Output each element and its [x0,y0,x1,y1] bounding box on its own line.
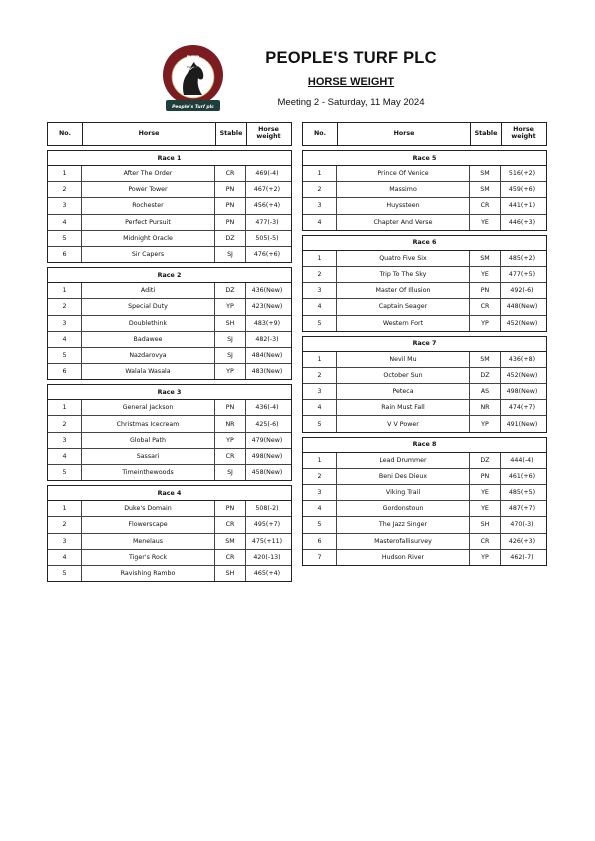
horse-name: Ravishing Rambo [82,566,215,581]
horse-name: General Jackson [82,400,215,415]
horse-weight: 444(-4) [510,456,534,464]
horse-name: Rochester [82,198,215,213]
stable-code: SH [470,517,501,532]
horse-name: Christmas Icecream [82,416,215,431]
stable-code: DZ [470,453,501,468]
horse-name: Doublethink [82,316,215,331]
table-row [48,231,291,247]
stable-code: DZ [470,368,501,383]
table-row [48,166,291,182]
row-number: 2 [48,416,82,431]
table-row [48,534,291,550]
horse-name: Special Duty [82,299,215,314]
race-title: Race 4 [48,486,291,501]
row-number: 5 [48,348,82,363]
row-number: 4 [303,400,337,415]
stable-code: PN [470,469,501,484]
horse-weight: 495(+7) [253,521,281,529]
horse-weight: 441(+1) [508,202,536,210]
row-number: 2 [303,267,337,282]
table-row [48,364,291,379]
row-number: 3 [48,534,82,549]
row-number: 1 [303,352,337,367]
horse-name: Power Tower [82,182,215,197]
row-number: 1 [48,283,82,298]
horse-weight: 458(New) [251,469,283,477]
table-row [48,465,291,480]
table-row [48,283,291,299]
horse-weight: 491(New) [506,420,538,428]
row-number: 6 [303,534,337,549]
header-horse: Horse [83,123,216,145]
table-row [303,316,546,331]
horse-name: Sassari [82,449,215,464]
row-number: 1 [48,166,82,181]
header-no: No. [48,123,83,145]
stable-code: NR [470,400,501,415]
stable-code: YP [470,316,501,331]
row-number: 4 [303,299,337,314]
stable-code: YE [470,267,501,282]
horse-name: Timeinthewoods [82,465,215,480]
horse-weight: 461(+6) [508,472,536,480]
table-row [303,182,546,198]
horse-weight: 484(New) [251,351,283,359]
row-number: 4 [48,449,82,464]
horse-weight: 426(+3) [508,537,536,545]
table-row [303,166,546,182]
horse-weight: 465(+4) [253,570,281,578]
race-title: Race 3 [48,385,291,400]
row-number: 6 [48,364,82,379]
stable-code: YP [470,416,501,431]
stable-code: NR [215,416,246,431]
horse-weight: 477(+5) [508,271,536,279]
horse-weight: 483(+9) [253,319,281,327]
table-row [48,299,291,315]
stable-code: YE [470,485,501,500]
horse-name: Peteca [337,384,470,399]
table-row [48,566,291,581]
horse-name: Captain Seager [337,299,470,314]
horse-weight: 505(-5) [255,234,279,242]
horse-weight: 482(-3) [255,335,279,343]
horse-name: Nazdarovya [82,348,215,363]
race-block [47,384,292,481]
stable-code: CR [215,517,246,532]
stable-code: SM [470,251,501,266]
horse-name: Duke's Domain [82,501,215,516]
horse-weight: 459(+6) [508,186,536,194]
horse-name: The Jazz Singer [337,517,470,532]
horse-name: Gordonstoun [337,501,470,516]
horse-weight: 487(+7) [508,505,536,513]
horse-weight: 476(+6) [253,251,281,259]
table-row [303,384,546,400]
horse-name: Menelaus [82,534,215,549]
stable-code: YP [215,433,246,448]
stable-code: PN [215,198,246,213]
horse-weight: 425(-6) [255,420,279,428]
page-title: PEOPLE'S TURF PLC [265,49,437,67]
horse-weight: 420(-13) [253,553,281,561]
horse-name: Rain Must Fall [337,400,470,415]
row-number: 4 [303,215,337,230]
table-header-right [302,122,547,146]
horse-weight: 483(New) [251,368,283,376]
table-row [48,215,291,231]
stable-code: SM [215,534,246,549]
row-number: 5 [48,465,82,480]
horse-weight: 436(New) [251,287,283,295]
stable-code: YP [470,550,501,565]
horse-name: V V Power [337,416,470,431]
stable-code: CR [215,550,246,565]
right-race-list [302,150,547,566]
stable-code: SJ [215,465,246,480]
header-weight: Horse weight [511,126,536,140]
header-stable: Stable [471,123,502,145]
logo-ptp-text: PTP [186,55,200,62]
horse-name: Beni Des Dieux [337,469,470,484]
table-row [303,416,546,431]
horse-weight: 452(New) [506,371,538,379]
table-row [303,485,546,501]
table-row [48,182,291,198]
stable-code: SJ [215,332,246,347]
table-row [303,198,546,214]
table-row [303,453,546,469]
stable-code: SH [215,316,246,331]
stable-code: DZ [215,231,246,246]
horse-weight: 452(New) [506,319,538,327]
horse-weight: 436(-4) [255,404,279,412]
stable-code: SM [470,166,501,181]
table-row [48,400,291,416]
stable-code: YE [470,215,501,230]
row-number: 5 [48,231,82,246]
page-subtitle: HORSE WEIGHT [307,76,395,88]
horse-name: Lead Drummer [337,453,470,468]
race-block [47,267,292,380]
row-number: 6 [48,247,82,262]
row-number: 3 [48,198,82,213]
table-row [48,198,291,214]
row-number: 2 [48,299,82,314]
table-row [48,501,291,517]
row-number: 2 [303,368,337,383]
horse-weight: 475(+11) [251,537,283,545]
race-title: Race 1 [48,151,291,166]
row-number: 7 [303,550,337,565]
table-row [303,352,546,368]
row-number: 3 [48,316,82,331]
horse-weight: 474(+7) [508,404,536,412]
row-number: 1 [48,400,82,415]
horse-weight: 456(+4) [253,202,281,210]
horse-name: October Sun [337,368,470,383]
row-number: 2 [303,182,337,197]
horse-name: Huyssteen [337,198,470,213]
row-number: 5 [303,517,337,532]
horse-name: Trip To The Sky [337,267,470,282]
left-race-list [47,150,292,582]
ptp-logo [160,43,226,115]
table-row [303,368,546,384]
stable-code: CR [215,166,246,181]
row-number: 3 [303,198,337,213]
table-row [48,517,291,533]
race-block [302,437,547,566]
right-column [302,122,547,566]
table-row [48,332,291,348]
stable-code: SM [470,182,501,197]
table-row [48,247,291,262]
table-row [303,550,546,565]
row-number: 4 [48,550,82,565]
stable-code: SJ [215,247,246,262]
table-row [303,267,546,283]
horse-weight: 492(-6) [510,287,534,295]
table-row [48,316,291,332]
row-number: 1 [303,453,337,468]
stable-code: CR [470,198,501,213]
meeting-info: Meeting 2 - Saturday, 11 May 2024 [277,97,425,108]
table-row [48,433,291,449]
row-number: 4 [303,501,337,516]
horse-name: Nevil Mu [337,352,470,367]
race-block [302,235,547,332]
row-number: 2 [48,517,82,532]
horse-weight: 423(New) [251,303,283,311]
horse-name: Aditi [82,283,215,298]
row-number: 2 [48,182,82,197]
race-title: Race 5 [303,151,546,166]
horse-weight: 467(+2) [253,186,281,194]
row-number: 1 [48,501,82,516]
table-header-left [47,122,292,146]
race-block [302,336,547,433]
stable-code: PN [470,283,501,298]
table-row [48,416,291,432]
horse-name: Flowerscape [82,517,215,532]
horse-weight: 448(New) [506,303,538,311]
horse-weight: 479(New) [251,436,283,444]
table-row [303,251,546,267]
row-number: 4 [48,215,82,230]
horse-name: Badawee [82,332,215,347]
horse-name: Masterofallisurvey [337,534,470,549]
horse-name: Sir Capers [82,247,215,262]
horse-weight: 469(-4) [255,170,279,178]
race-block [47,485,292,582]
stable-code: CR [215,449,246,464]
horse-weight: 498(New) [506,388,538,396]
table-row [303,299,546,315]
row-number: 2 [303,469,337,484]
stable-code: AS [470,384,501,399]
race-title: Race 6 [303,236,546,251]
row-number: 3 [303,485,337,500]
stable-code: PN [215,182,246,197]
stable-code: YP [215,364,246,379]
row-number: 1 [303,251,337,266]
table-row [48,348,291,364]
logo-banner-text: People's Turf plc [172,105,214,110]
horse-name: Prince Of Venice [337,166,470,181]
row-number: 3 [303,283,337,298]
horse-weight: 446(+3) [508,218,536,226]
horse-name: Chapter And Verse [337,215,470,230]
row-number: 1 [303,166,337,181]
horse-weight: 498(New) [251,452,283,460]
table-row [303,534,546,550]
horse-name: Western Fort [337,316,470,331]
table-row [303,400,546,416]
horse-name: Walala Wasala [82,364,215,379]
stable-code: CR [470,299,501,314]
race-block [302,150,547,231]
horse-weight: 516(+2) [508,170,536,178]
race-title: Race 8 [303,438,546,453]
header-no: No. [303,123,338,145]
table-row [303,469,546,485]
row-number: 5 [303,316,337,331]
horse-name: Viking Trail [337,485,470,500]
race-block [47,150,292,263]
logo-est-text: EST 2023 [186,66,200,69]
horse-name: Perfect Pursuit [82,215,215,230]
horse-name: After The Order [82,166,215,181]
race-title: Race 7 [303,337,546,352]
horse-weight: 436(+8) [508,355,536,363]
horse-weight: 462(-7) [510,553,534,561]
horse-weight: 477(-3) [255,218,279,226]
horse-name: Massimo [337,182,470,197]
row-number: 3 [303,384,337,399]
row-number: 5 [303,416,337,431]
row-number: 4 [48,332,82,347]
stable-code: PN [215,501,246,516]
table-row [303,283,546,299]
stable-code: PN [215,400,246,415]
row-number: 5 [48,566,82,581]
horse-weight: 508(-2) [255,505,279,513]
left-column [47,122,292,582]
header-weight: Horse weight [256,126,281,140]
race-title: Race 2 [48,268,291,283]
horse-name: Quatro Five Six [337,251,470,266]
stable-code: SJ [215,348,246,363]
table-row [303,501,546,517]
stable-code: YP [215,299,246,314]
horse-name: Tiger's Rock [82,550,215,565]
row-number: 3 [48,433,82,448]
table-row [303,517,546,533]
horse-name: Hudson River [337,550,470,565]
header-horse: Horse [338,123,471,145]
table-row [48,550,291,566]
stable-code: YE [470,501,501,516]
horse-name: Global Path [82,433,215,448]
stable-code: PN [215,215,246,230]
header-stable: Stable [216,123,247,145]
horse-weight: 485(+2) [508,254,536,262]
horse-weight: 470(-3) [510,521,534,529]
stable-code: DZ [215,283,246,298]
stable-code: CR [470,534,501,549]
table-row [303,215,546,230]
horse-name: Master Of Illusion [337,283,470,298]
table-row [48,449,291,465]
horse-name: Midnight Oracle [82,231,215,246]
stable-code: SH [215,566,246,581]
stable-code: SM [470,352,501,367]
horse-weight: 485(+5) [508,489,536,497]
